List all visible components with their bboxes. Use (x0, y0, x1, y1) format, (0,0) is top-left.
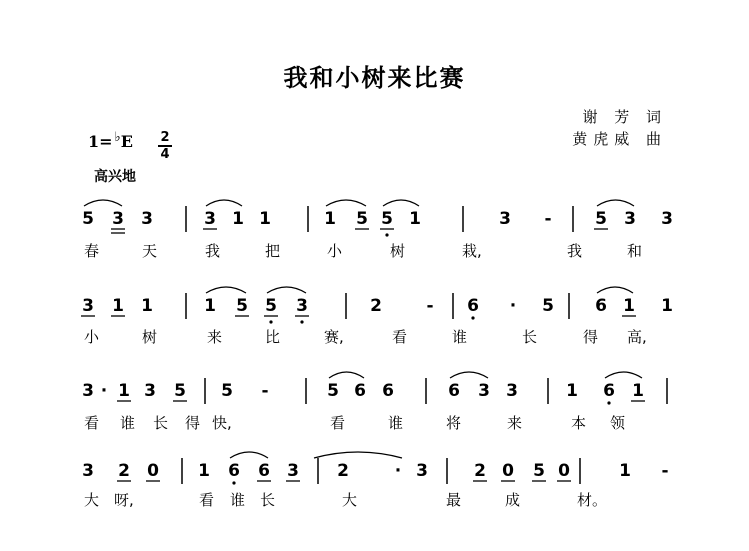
note: 1 (118, 381, 130, 401)
note: 1 (619, 461, 631, 481)
lyric: 来 (507, 414, 523, 432)
note: 6 (258, 461, 270, 481)
low-octave-dot (269, 320, 272, 323)
note: - (261, 381, 269, 401)
note: 6 (603, 381, 615, 401)
low-octave-dot (385, 233, 388, 236)
composer-credit: 黄虎威 曲 (572, 130, 667, 148)
song-title: 我和小树来比赛 (283, 63, 466, 92)
lyric: 看 (330, 414, 346, 432)
note: 5 (265, 296, 277, 316)
note: 1 (409, 209, 421, 229)
note: 5 (533, 461, 545, 481)
low-octave-dot (300, 320, 303, 323)
note: 3 (624, 209, 636, 229)
slur (314, 452, 402, 458)
note: 3 (141, 209, 153, 229)
lyric: 来 (207, 328, 223, 346)
slur (326, 200, 366, 206)
note: 6 (448, 381, 460, 401)
lyric: 栽, (462, 242, 482, 260)
lyric: 将 (446, 414, 462, 432)
note: 5 (174, 381, 186, 401)
note: 5 (381, 209, 393, 229)
lyric: 春 (84, 242, 100, 260)
lyric: 小 (327, 242, 343, 260)
note: 0 (558, 461, 570, 481)
slur (329, 372, 364, 378)
note: 2 (474, 461, 486, 481)
lyric: 得 (583, 328, 599, 346)
slur (597, 200, 634, 206)
note: 6 (467, 296, 479, 316)
note: 2 (118, 461, 130, 481)
slur (605, 372, 642, 378)
lyric: 和 (627, 242, 643, 260)
note: 5 (327, 381, 339, 401)
lyric: 谁 (388, 414, 404, 432)
note: 3 (82, 296, 94, 316)
lyricist-credit: 谢 芳 词 (582, 108, 667, 126)
note: - (426, 296, 434, 316)
meter-bottom: 4 (160, 147, 170, 162)
note: 3 (416, 461, 428, 481)
note: · (394, 461, 402, 481)
lyric: 得 (185, 414, 201, 432)
note: 1 (232, 209, 244, 229)
lyric: 树 (390, 242, 406, 260)
lyric: 领 (610, 414, 626, 432)
tempo-marking: 高兴地 (94, 169, 136, 185)
note: · (509, 296, 517, 316)
key-tonic: E (120, 132, 133, 151)
lyric: 快, (212, 414, 232, 432)
low-octave-dot (232, 481, 235, 484)
note: 5 (82, 209, 94, 229)
note: 3 (296, 296, 308, 316)
note: 3 (82, 381, 94, 401)
lyric: 大 (84, 491, 100, 509)
lyric: 我 (205, 242, 221, 260)
slur (383, 200, 419, 206)
note: 3 (82, 461, 94, 481)
note: 3 (144, 381, 156, 401)
note: 1 (566, 381, 578, 401)
slur (597, 287, 633, 293)
note: - (661, 461, 669, 481)
flat-sign: ♭ (114, 130, 121, 145)
low-octave-dot (607, 401, 610, 404)
lyric: 最 (446, 491, 462, 509)
note: 1 (141, 296, 153, 316)
note: 3 (204, 209, 216, 229)
lyric: 树 (142, 328, 158, 346)
note: 0 (147, 461, 159, 481)
slur (84, 200, 122, 206)
lyric: 长 (153, 414, 169, 432)
lyric: 比 (265, 328, 281, 346)
note: 6 (595, 296, 607, 316)
lyric: 谁 (230, 491, 246, 509)
lyric: 看 (84, 414, 100, 432)
lyric: 看 (199, 491, 215, 509)
slur (450, 372, 488, 378)
key-prefix: 1= (88, 132, 113, 151)
slur (267, 287, 306, 293)
note: 0 (502, 461, 514, 481)
lyric: 小 (84, 328, 100, 346)
lyric: 谁 (452, 328, 468, 346)
note: 3 (478, 381, 490, 401)
lyric: 本 (571, 414, 587, 432)
note: 1 (623, 296, 635, 316)
lyric: 赛, (324, 328, 344, 346)
note: 5 (542, 296, 554, 316)
note: 2 (370, 296, 382, 316)
lyric: 天 (142, 242, 158, 260)
lyric: 高, (627, 328, 647, 346)
lyric: 成 (505, 491, 521, 509)
note: 3 (506, 381, 518, 401)
note: - (544, 209, 552, 229)
lyric: 把 (265, 242, 281, 260)
slur (206, 287, 246, 293)
slur (230, 452, 268, 458)
low-octave-dot (471, 316, 474, 319)
note: 5 (595, 209, 607, 229)
lyric: 长 (522, 328, 538, 346)
note: 3 (499, 209, 511, 229)
note: · (100, 381, 108, 401)
lyric: 长 (260, 491, 276, 509)
lyric: 我 (567, 242, 583, 260)
note: 1 (259, 209, 271, 229)
lyric: 呀, (114, 491, 134, 509)
note: 6 (382, 381, 394, 401)
note: 1 (632, 381, 644, 401)
note: 5 (356, 209, 368, 229)
slur (206, 200, 242, 206)
note: 2 (337, 461, 349, 481)
note: 1 (324, 209, 336, 229)
meter-top: 2 (160, 130, 170, 145)
lyric: 谁 (120, 414, 136, 432)
note: 3 (661, 209, 673, 229)
lyric: 大 (342, 491, 358, 509)
note: 1 (661, 296, 673, 316)
note: 1 (198, 461, 210, 481)
note: 3 (287, 461, 299, 481)
lyric: 材。 (577, 491, 608, 509)
note: 6 (228, 461, 240, 481)
lyric: 看 (392, 328, 408, 346)
note: 3 (112, 209, 124, 229)
note: 5 (236, 296, 248, 316)
note: 1 (204, 296, 216, 316)
note: 5 (221, 381, 233, 401)
note: 1 (112, 296, 124, 316)
note: 6 (354, 381, 366, 401)
